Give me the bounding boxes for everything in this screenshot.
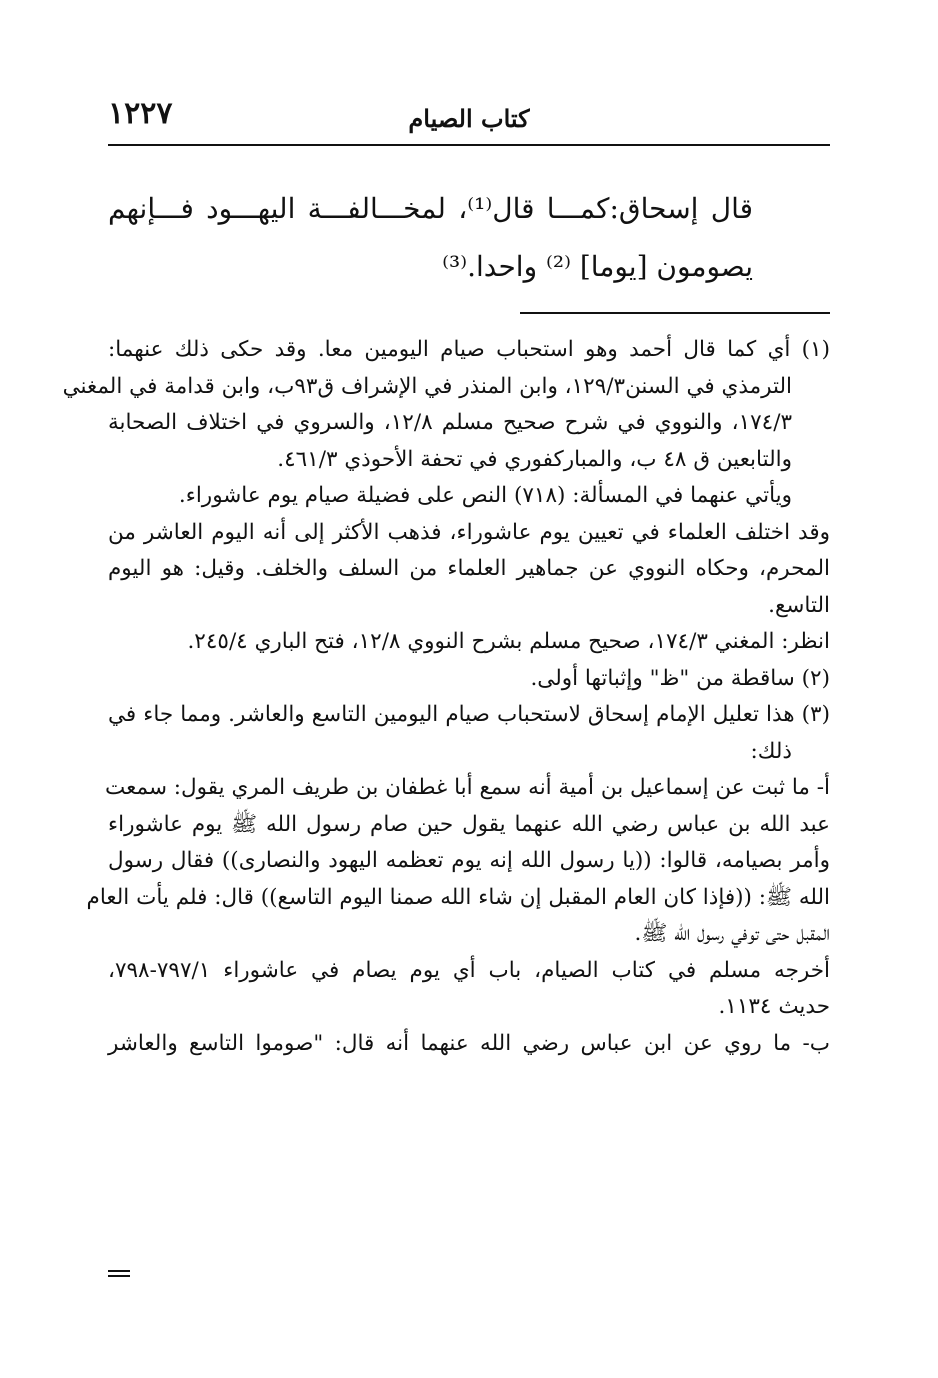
footnote-separator — [520, 312, 830, 314]
main-text — [108, 180, 753, 296]
running-title: كتاب الصيام — [408, 104, 530, 133]
footnote-1-line: التاسع. — [768, 592, 830, 618]
footnote-1-line: ويأتي عنهما في المسألة: (٧١٨) النص على فضيلة صيام يوم عاشوراء. — [178, 483, 792, 508]
main-text-line: قال إسحاق:كمـــا قال⁽¹⁾، لمخـــالفـــة اليهـــود فـــإنهم — [108, 192, 754, 225]
footnote-3-line: الله ﷺ: ((فإذا كان العام المقبل إن شاء الله صمنا اليوم التاسع)) قال: فلم يأت العام — [86, 884, 830, 910]
page-number: ١٢٢٧ — [108, 96, 173, 131]
footnote-1-line: المحرم، وحكاه النووي عن جماهير العلماء من السلف والخلف. وقيل: هو اليوم — [108, 556, 830, 581]
footnotes — [62, 332, 830, 1062]
footnote-2-line: (٢) ساقطة من "ظ" وإثباتها أولى. — [530, 665, 830, 691]
footnote-1-line: الترمذي في السنن١٢٩/٣، وابن المنذر في الإشراف ق٩٣ب، وابن قدامة في المغني — [62, 373, 792, 399]
footnote-3-line: أخرجه مسلم في كتاب الصيام، باب أي يوم يصام في عاشوراء ٧٩٧/١-٧٩٨، — [108, 957, 830, 983]
footnote-1-line: انظر: المغني ١٧٤/٣، صحيح مسلم بشرح النووي ١٢/٨، فتح الباري ٢٤٥/٤. — [187, 629, 830, 654]
footnote-1-line: ١٧٤/٣، والنووي في شرح صحيح مسلم ١٢/٨، والسروي في اختلاف الصحابة — [108, 410, 792, 435]
footnote-3-line: عبد الله بن عباس رضي الله عنهما يقول حين صام رسول الله ﷺ يوم عاشوراء — [108, 811, 830, 837]
footnote-1-line: والتابعين ق ٤٨ ب، والمباركفوري في تحفة الأحوذي ٤٦١/٣. — [277, 446, 792, 472]
footnote-3-line: وأمر بصيامه، قالوا: ((يا رسول الله إنه يوم تعظمه اليهود والنصارى)) فقال رسول — [108, 848, 830, 873]
footnote-3-line: ذلك: — [750, 738, 792, 764]
continuation-mark — [108, 1270, 130, 1277]
footnote-1-line: (١) أي كما قال أحمد وهو استحباب صيام اليومين معا. وقد حكى ذلك عنهما: — [108, 337, 830, 362]
footnote-3-line: (٣) هذا تعليل الإمام إسحاق لاستحباب صيام اليومين التاسع والعاشر. ومما جاء في — [108, 702, 830, 727]
footnote-3-line: أ- ما ثبت عن إسماعيل بن أمية أنه سمع أبا غطفان بن طريف المري يقول: سمعت — [105, 775, 830, 800]
main-text-line: يصومون [يوما] ⁽²⁾ واحدا.⁽³⁾ — [442, 250, 753, 283]
footnote-3-line: حديث ١١٣٤. — [718, 994, 830, 1019]
footnote-3-line: ب- ما روي عن ابن عباس رضي الله عنهما أنه قال: "صوموا التاسع والعاشر — [108, 1030, 830, 1056]
header-rule — [108, 144, 830, 146]
page-header — [108, 96, 830, 142]
footnote-3-line: المقبل حتى توفي رسول الله ﷺ. — [634, 921, 830, 946]
footnote-1-line: وقد اختلف العلماء في تعيين يوم عاشوراء، فذهب الأكثر إلى أنه اليوم العاشر من — [108, 519, 830, 545]
